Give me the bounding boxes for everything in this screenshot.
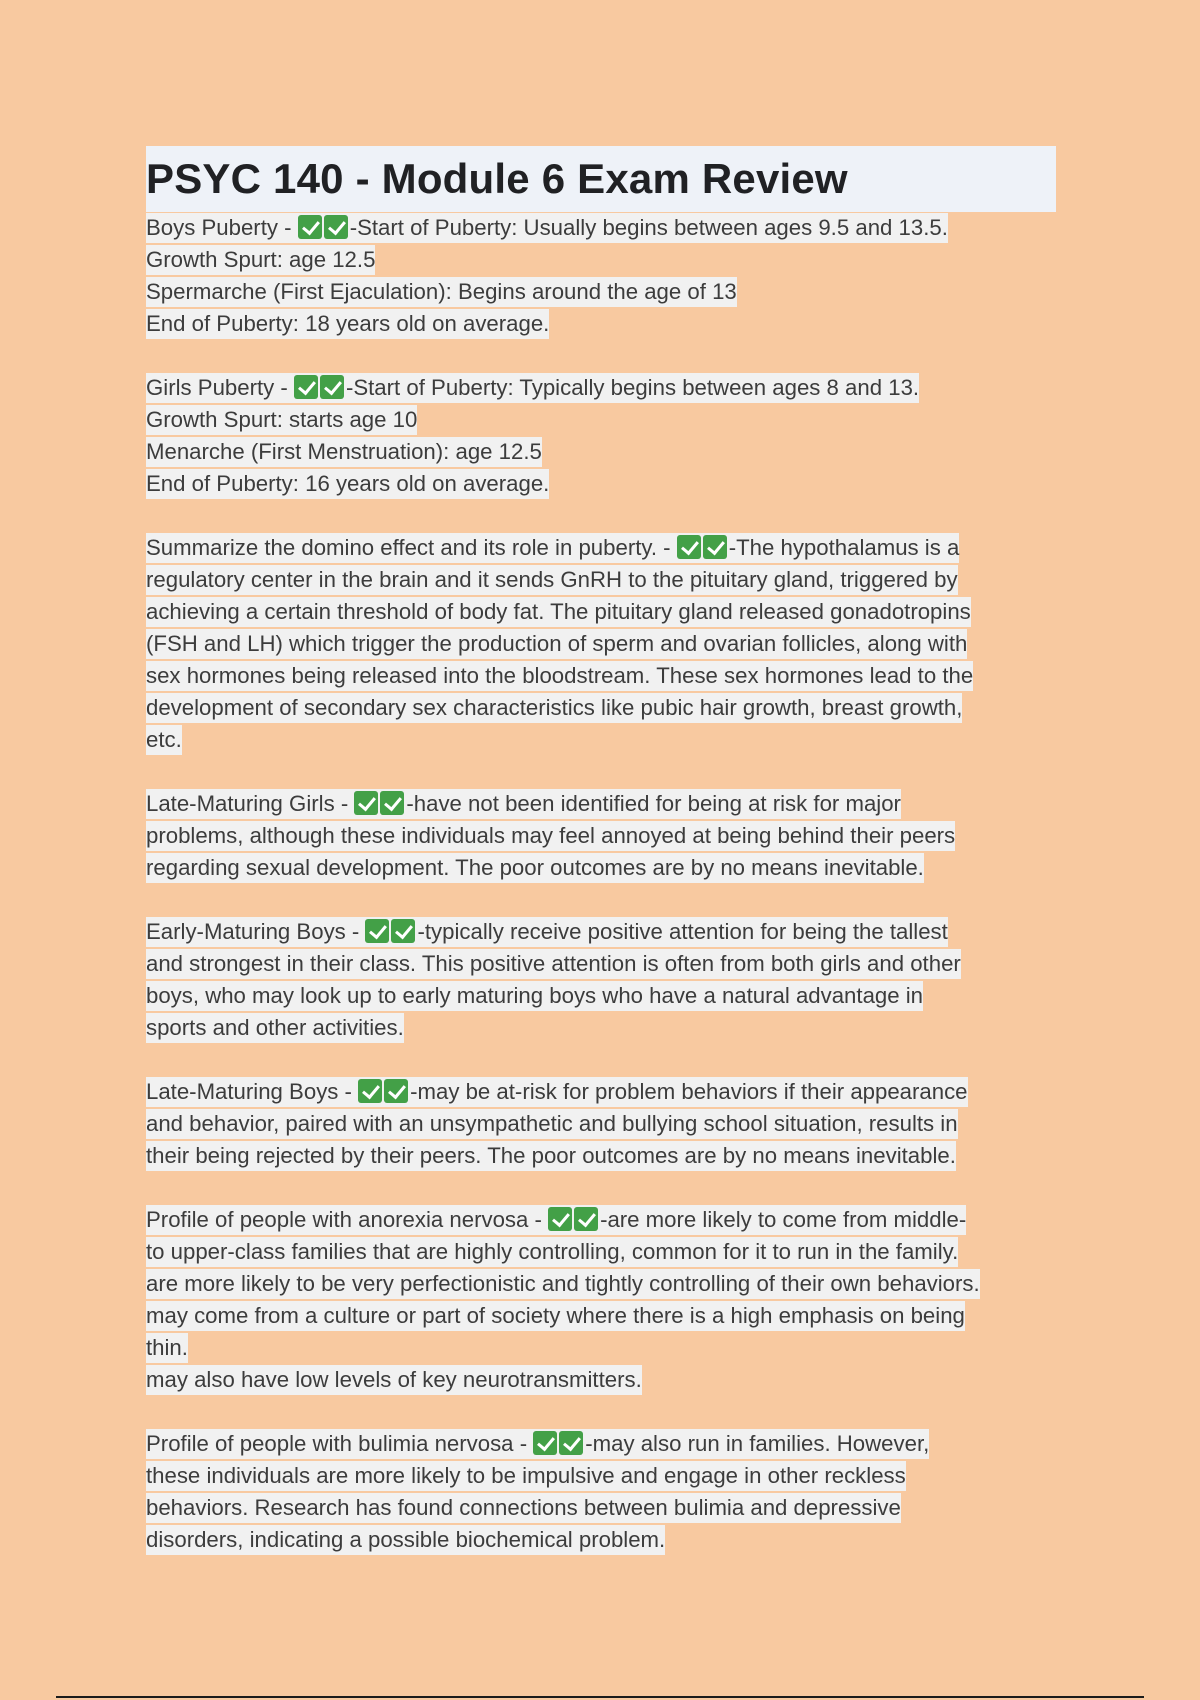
entry-line xyxy=(146,820,1056,852)
entry-text: to upper-class families that are highly controlling, common for it to run in the family. xyxy=(146,1237,958,1267)
title-band xyxy=(146,146,1056,212)
check-mark-icon xyxy=(380,791,404,815)
entry-text: problems, although these individuals may feel annoyed at being behind their peers xyxy=(146,821,955,851)
entry-line xyxy=(146,1012,1056,1044)
entry-text: boys, who may look up to early maturing boys who have a natural advantage in xyxy=(146,981,923,1011)
check-mark-icon xyxy=(384,1079,408,1103)
check-mark-icon xyxy=(677,535,701,559)
entry-text: -may be at-risk for problem behaviors if their appearance xyxy=(410,1079,968,1104)
entry-line xyxy=(146,436,1056,468)
entry-text: sex hormones being released into the bloodstream. These sex hormones lead to the xyxy=(146,661,973,691)
entry-line xyxy=(146,1492,1056,1524)
entry-text: End of Puberty: 16 years old on average. xyxy=(146,469,549,499)
entry-line xyxy=(146,564,1056,596)
entry-term: Boys Puberty - xyxy=(146,215,298,240)
entry-anorexia-profile xyxy=(146,1204,1056,1396)
page-title: PSYC 140 - Module 6 Exam Review xyxy=(146,155,848,202)
entry-line xyxy=(146,1140,1056,1172)
entry-text: -may also run in families. However, xyxy=(585,1431,930,1456)
entry-text: End of Puberty: 18 years old on average. xyxy=(146,309,549,339)
entry-line xyxy=(146,788,1056,820)
footer-divider xyxy=(56,1696,1144,1698)
entry-line xyxy=(146,212,1056,244)
entry-line xyxy=(146,1300,1056,1332)
entry-text: Spermarche (First Ejaculation): Begins around the age of 13 xyxy=(146,277,737,307)
entry-text: -have not been identified for being at risk for major xyxy=(406,791,901,816)
entry-term: Summarize the domino effect and its role in puberty. - xyxy=(146,535,677,560)
entry-text: regarding sexual development. The poor outcomes are by no means inevitable. xyxy=(146,853,924,883)
entry-text: -typically receive positive attention for being the tallest xyxy=(417,919,948,944)
entry-text: (FSH and LH) which trigger the production of sperm and ovarian follicles, along with xyxy=(146,629,967,659)
entry-text: etc. xyxy=(146,725,182,755)
entry-boys-puberty xyxy=(146,212,1056,340)
entry-line xyxy=(146,1460,1056,1492)
check-mark-icon xyxy=(391,919,415,943)
entry-line xyxy=(146,948,1056,980)
entry-early-maturing-boys xyxy=(146,916,1056,1044)
entry-line xyxy=(146,404,1056,436)
entry-text: regulatory center in the brain and it sends GnRH to the pituitary gland, triggered by xyxy=(146,565,958,595)
entry-term: Late-Maturing Girls - xyxy=(146,791,355,816)
entry-line xyxy=(146,1236,1056,1268)
entry-text: may also have low levels of key neurotransmitters. xyxy=(146,1365,642,1395)
entry-domino-effect xyxy=(146,532,1056,756)
entry-text: development of secondary sex characteristics like pubic hair growth, breast growth, xyxy=(146,693,962,723)
entry-text: and behavior, paired with an unsympathetic and bullying school situation, results in xyxy=(146,1109,958,1139)
entry-term: Girls Puberty - xyxy=(146,375,294,400)
check-mark-icon xyxy=(320,375,344,399)
entry-text: -Start of Puberty: Typically begins between ages 8 and 13. xyxy=(345,375,920,400)
entry-bulimia-profile xyxy=(146,1428,1056,1556)
entry-text: Menarche (First Menstruation): age 12.5 xyxy=(146,437,542,467)
entry-text: thin. xyxy=(146,1333,188,1363)
entry-line xyxy=(146,724,1056,756)
entry-line xyxy=(146,1108,1056,1140)
entry-text: and strongest in their class. This positive attention is often from both girls and other xyxy=(146,949,961,979)
check-mark-icon xyxy=(703,535,727,559)
entry-text: these individuals are more likely to be impulsive and engage in other reckless xyxy=(146,1461,906,1491)
entry-line xyxy=(146,692,1056,724)
entries-list xyxy=(146,212,1056,1556)
entry-line xyxy=(146,1332,1056,1364)
check-mark-icon xyxy=(324,215,348,239)
entry-late-maturing-girls xyxy=(146,788,1056,884)
document-page xyxy=(146,146,1056,1588)
entry-line xyxy=(146,660,1056,692)
entry-text: Growth Spurt: starts age 10 xyxy=(146,405,417,435)
check-mark-icon xyxy=(365,919,389,943)
check-mark-icon xyxy=(548,1207,572,1231)
entry-text: may come from a culture or part of society where there is a high emphasis on being xyxy=(146,1301,965,1331)
entry-term: Late-Maturing Boys - xyxy=(146,1079,359,1104)
entry-term: Early-Maturing Boys - xyxy=(146,919,366,944)
entry-line xyxy=(146,1428,1056,1460)
entry-line xyxy=(146,244,1056,276)
entry-line xyxy=(146,308,1056,340)
entry-line xyxy=(146,532,1056,564)
entry-line xyxy=(146,596,1056,628)
entry-line xyxy=(146,1076,1056,1108)
entry-line xyxy=(146,1524,1056,1556)
check-mark-icon xyxy=(298,215,322,239)
entry-line xyxy=(146,276,1056,308)
entry-line xyxy=(146,980,1056,1012)
entry-line xyxy=(146,1204,1056,1236)
entry-text: are more likely to be very perfectionistic and tightly controlling of their own behaviors. xyxy=(146,1269,980,1299)
entry-text: -Start of Puberty: Usually begins between ages 9.5 and 13.5. xyxy=(349,215,948,240)
entry-line xyxy=(146,372,1056,404)
check-mark-icon xyxy=(358,1079,382,1103)
entry-text: their being rejected by their peers. The poor outcomes are by no means inevitable. xyxy=(146,1141,956,1171)
entry-text: achieving a certain threshold of body fat. The pituitary gland released gonadotropins xyxy=(146,597,971,627)
entry-text: sports and other activities. xyxy=(146,1013,404,1043)
entry-line xyxy=(146,1268,1056,1300)
check-mark-icon xyxy=(574,1207,598,1231)
entry-line xyxy=(146,1364,1056,1396)
entry-line xyxy=(146,916,1056,948)
entry-term: Profile of people with bulimia nervosa - xyxy=(146,1431,534,1456)
check-mark-icon xyxy=(533,1431,557,1455)
check-mark-icon xyxy=(294,375,318,399)
entry-line xyxy=(146,628,1056,660)
entry-line xyxy=(146,852,1056,884)
entry-text: -The hypothalamus is a xyxy=(728,535,960,560)
entry-text: -are more likely to come from middle- xyxy=(600,1207,967,1232)
entry-line xyxy=(146,468,1056,500)
check-mark-icon xyxy=(559,1431,583,1455)
entry-text: Growth Spurt: age 12.5 xyxy=(146,245,375,275)
entry-girls-puberty xyxy=(146,372,1056,500)
entry-late-maturing-boys xyxy=(146,1076,1056,1172)
entry-text: disorders, indicating a possible biochemical problem. xyxy=(146,1525,665,1555)
entry-text: behaviors. Research has found connections between bulimia and depressive xyxy=(146,1493,901,1523)
entry-term: Profile of people with anorexia nervosa - xyxy=(146,1207,549,1232)
check-mark-icon xyxy=(354,791,378,815)
